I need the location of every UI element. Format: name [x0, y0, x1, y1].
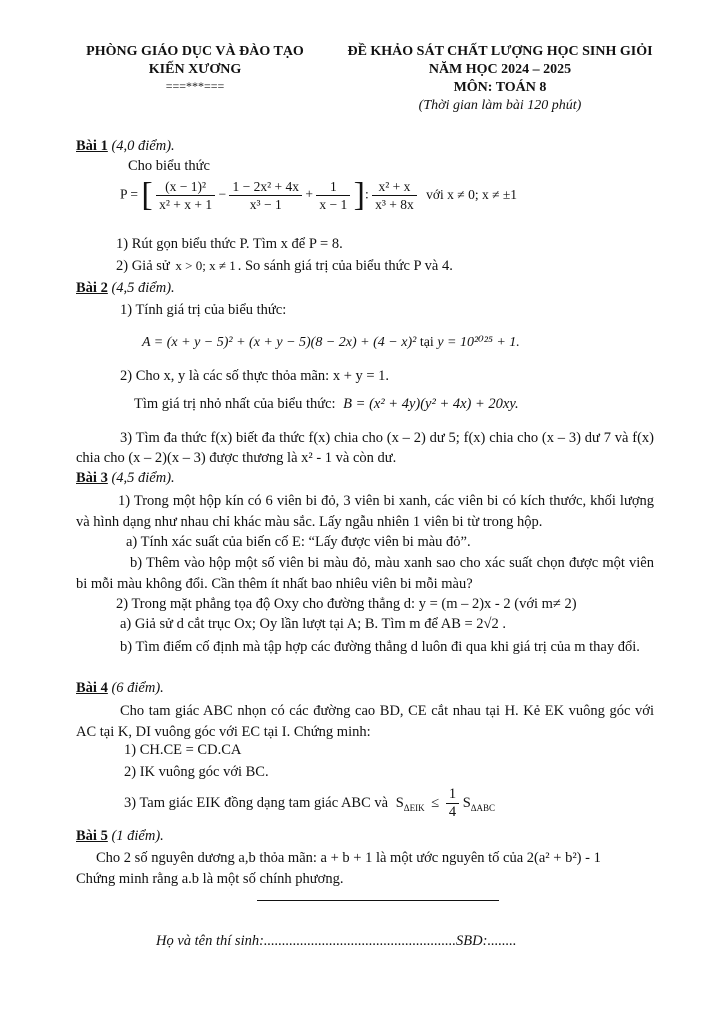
fraction-1-num: (x − 1)² [156, 178, 215, 196]
fraction-3 [316, 178, 350, 213]
area-eik-s: S [395, 794, 404, 811]
minus-sign: − [218, 186, 227, 202]
expr-a: A = (x + y − 5)² + (x + y − 5)(8 − 2x) + (4 − x)² [142, 335, 417, 350]
bai4-q3-text: 3) Tam giác EIK đồng dạng tam giác ABC và [124, 795, 389, 811]
fraction-1-den: x² + x + 1 [159, 197, 213, 212]
fraction-3-num: 1 [316, 178, 350, 196]
district-name: KIẾN XƯƠNG [148, 62, 242, 77]
bai4-q1: 1) CH.CE = CD.CA [124, 742, 242, 758]
bai4-q3 [124, 786, 495, 821]
bai1-q2-cond: x > 0; x ≠ 1 [175, 258, 236, 273]
dept-name: PHÒNG GIÁO DỤC VÀ ĐÀO TẠO [86, 44, 304, 59]
bai4-heading [76, 680, 164, 697]
exam-title: ĐỀ KHẢO SÁT CHẤT LƯỢNG HỌC SINH GIỎI [347, 44, 653, 59]
bai2-title: Bài 2 [76, 280, 108, 296]
header-decoration: ===***=== [165, 79, 225, 93]
area-eik [396, 795, 425, 811]
bai3-points: (4,5 điểm). [111, 470, 175, 486]
bai2-q1: 1) Tính giá trị của biểu thức: [120, 302, 287, 318]
bai1-heading [76, 138, 175, 155]
area-eik-sub: ΔEIK [403, 802, 425, 813]
expr-b: B = (x² + 4y)(y² + 4x) + 20xy. [343, 396, 519, 412]
bracket-left: [ [141, 176, 153, 214]
fraction-4-den: x³ + 8x [375, 197, 414, 212]
bai3-heading [76, 470, 175, 487]
bai2-expr-a [142, 334, 520, 351]
bai1-title: Bài 1 [76, 138, 108, 154]
bai3-q2a: a) Giả sử d cắt trục Ox; Oy lần lượt tại A; B. Tìm m để AB = 2√2 . [120, 616, 506, 632]
area-abc-s: S [462, 794, 471, 811]
bai3-title: Bài 3 [76, 470, 108, 486]
bai2-q2: 2) Cho x, y là các số thực thỏa mãn: x + y = 1. [120, 368, 390, 384]
bai1-q1: 1) Rút gọn biểu thức P. Tìm x để P = 8. [116, 236, 343, 252]
bai2-q3: 3) Tìm đa thức f(x) biết đa thức f(x) chia cho (x – 2) dư 5; f(x) chia cho (x – 3) dư 7 và f(x) chia cho (x – 2)(x – 3) được thương là x² - 1 và còn dư. [76, 430, 654, 466]
bai4-points: (6 điểm). [111, 680, 164, 696]
bai2-heading [76, 280, 175, 297]
bai1-q2 [116, 258, 453, 275]
bai1-points: (4,0 điểm). [111, 138, 175, 154]
le-sign: ≤ [431, 795, 440, 811]
bai3-q2: 2) Trong mặt phẳng tọa độ Oxy cho đường thẳng d: y = (m – 2)x - 2 (với m≠ 2) [116, 596, 577, 612]
school-year: NĂM HỌC 2024 – 2025 [428, 62, 572, 77]
candidate-info: Họ và tên thí sinh:.....................................................SBD:........ [156, 933, 517, 949]
subject: MÔN: TOÁN 8 [453, 80, 547, 95]
bai2-points: (4,5 điểm). [111, 280, 175, 296]
bai3-q1a: a) Tính xác suất của biến cố E: “Lấy được viên bi màu đỏ”. [126, 534, 471, 550]
fraction-2-den: x³ − 1 [249, 197, 282, 212]
expr-p-label: P = [120, 186, 138, 202]
expr-a-y: y = 10²⁰²⁵ + 1. [437, 335, 520, 350]
fraction-2 [229, 178, 302, 213]
bai3-q1b: b) Thêm vào hộp một số viên bi màu đỏ, màu xanh sao cho xác suất chọn được một viên bi mỗi màu không đổi. Cần thêm ít nhất bao nhiêu viên bi mỗi màu? [76, 555, 654, 592]
bai1-expression [120, 178, 517, 213]
expr-a-at: tại [419, 335, 434, 350]
bai4-intro: Cho tam giác ABC nhọn có các đường cao BD, CE cắt nhau tại H. Kẻ EK vuông góc với AC tại K, DI vuông góc với EC tại I. Chứng minh: [76, 703, 654, 740]
bai4-q2: 2) IK vuông góc với BC. [124, 764, 269, 780]
fraction-4-num: x² + x [372, 178, 417, 196]
bai5-title: Bài 5 [76, 828, 108, 844]
bai2-q2b-text: Tìm giá trị nhỏ nhất của biểu thức: [134, 396, 336, 412]
bai3-q2b: b) Tìm điểm cố định mà tập hợp các đường thẳng d luôn đi qua khi giá trị của m thay đổi. [120, 639, 640, 655]
bai5-heading [76, 828, 164, 845]
bai2-q2b [134, 396, 519, 413]
plus-sign: + [305, 186, 314, 202]
bai5-line2: Chứng minh rằng a.b là một số chính phương. [76, 871, 344, 887]
quarter-den: 4 [448, 804, 457, 820]
bai1-q2-text-b: . So sánh giá trị của biểu thức P và 4. [237, 258, 453, 274]
fraction-3-den: x − 1 [319, 197, 348, 212]
bai1-intro: Cho biểu thức [128, 158, 210, 174]
area-abc-sub: ΔABC [470, 802, 496, 813]
condition: với x ≠ 0; x ≠ ±1 [426, 186, 518, 202]
fraction-2-num: 1 − 2x² + 4x [229, 178, 302, 196]
colon-sign: : [364, 186, 369, 202]
area-abc [463, 795, 495, 811]
bai3-q1: 1) Trong một hộp kín có 6 viên bi đỏ, 3 viên bi xanh, các viên bi có kích thước, khối lượng và hình dạng như nhau chỉ khác màu sắc. Lấy ngẫu nhiên 1 viên bi từ trong hộp. [76, 493, 654, 530]
bai1-q2-text-a: 2) Giả sử [116, 258, 170, 274]
quarter-num: 1 [446, 786, 459, 804]
bai5-points: (1 điểm). [111, 828, 164, 844]
divider [257, 900, 499, 901]
fraction-1 [156, 178, 215, 213]
time-limit: (Thời gian làm bài 120 phút) [418, 98, 582, 113]
fraction-4 [372, 178, 417, 213]
bai5-line1: Cho 2 số nguyên dương a,b thỏa mãn: a + b + 1 là một ước nguyên tố của 2(a² + b²) - 1 [96, 850, 601, 866]
quarter-fraction [446, 786, 459, 821]
bai4-title: Bài 4 [76, 680, 108, 696]
bracket-right: ] [353, 176, 365, 214]
